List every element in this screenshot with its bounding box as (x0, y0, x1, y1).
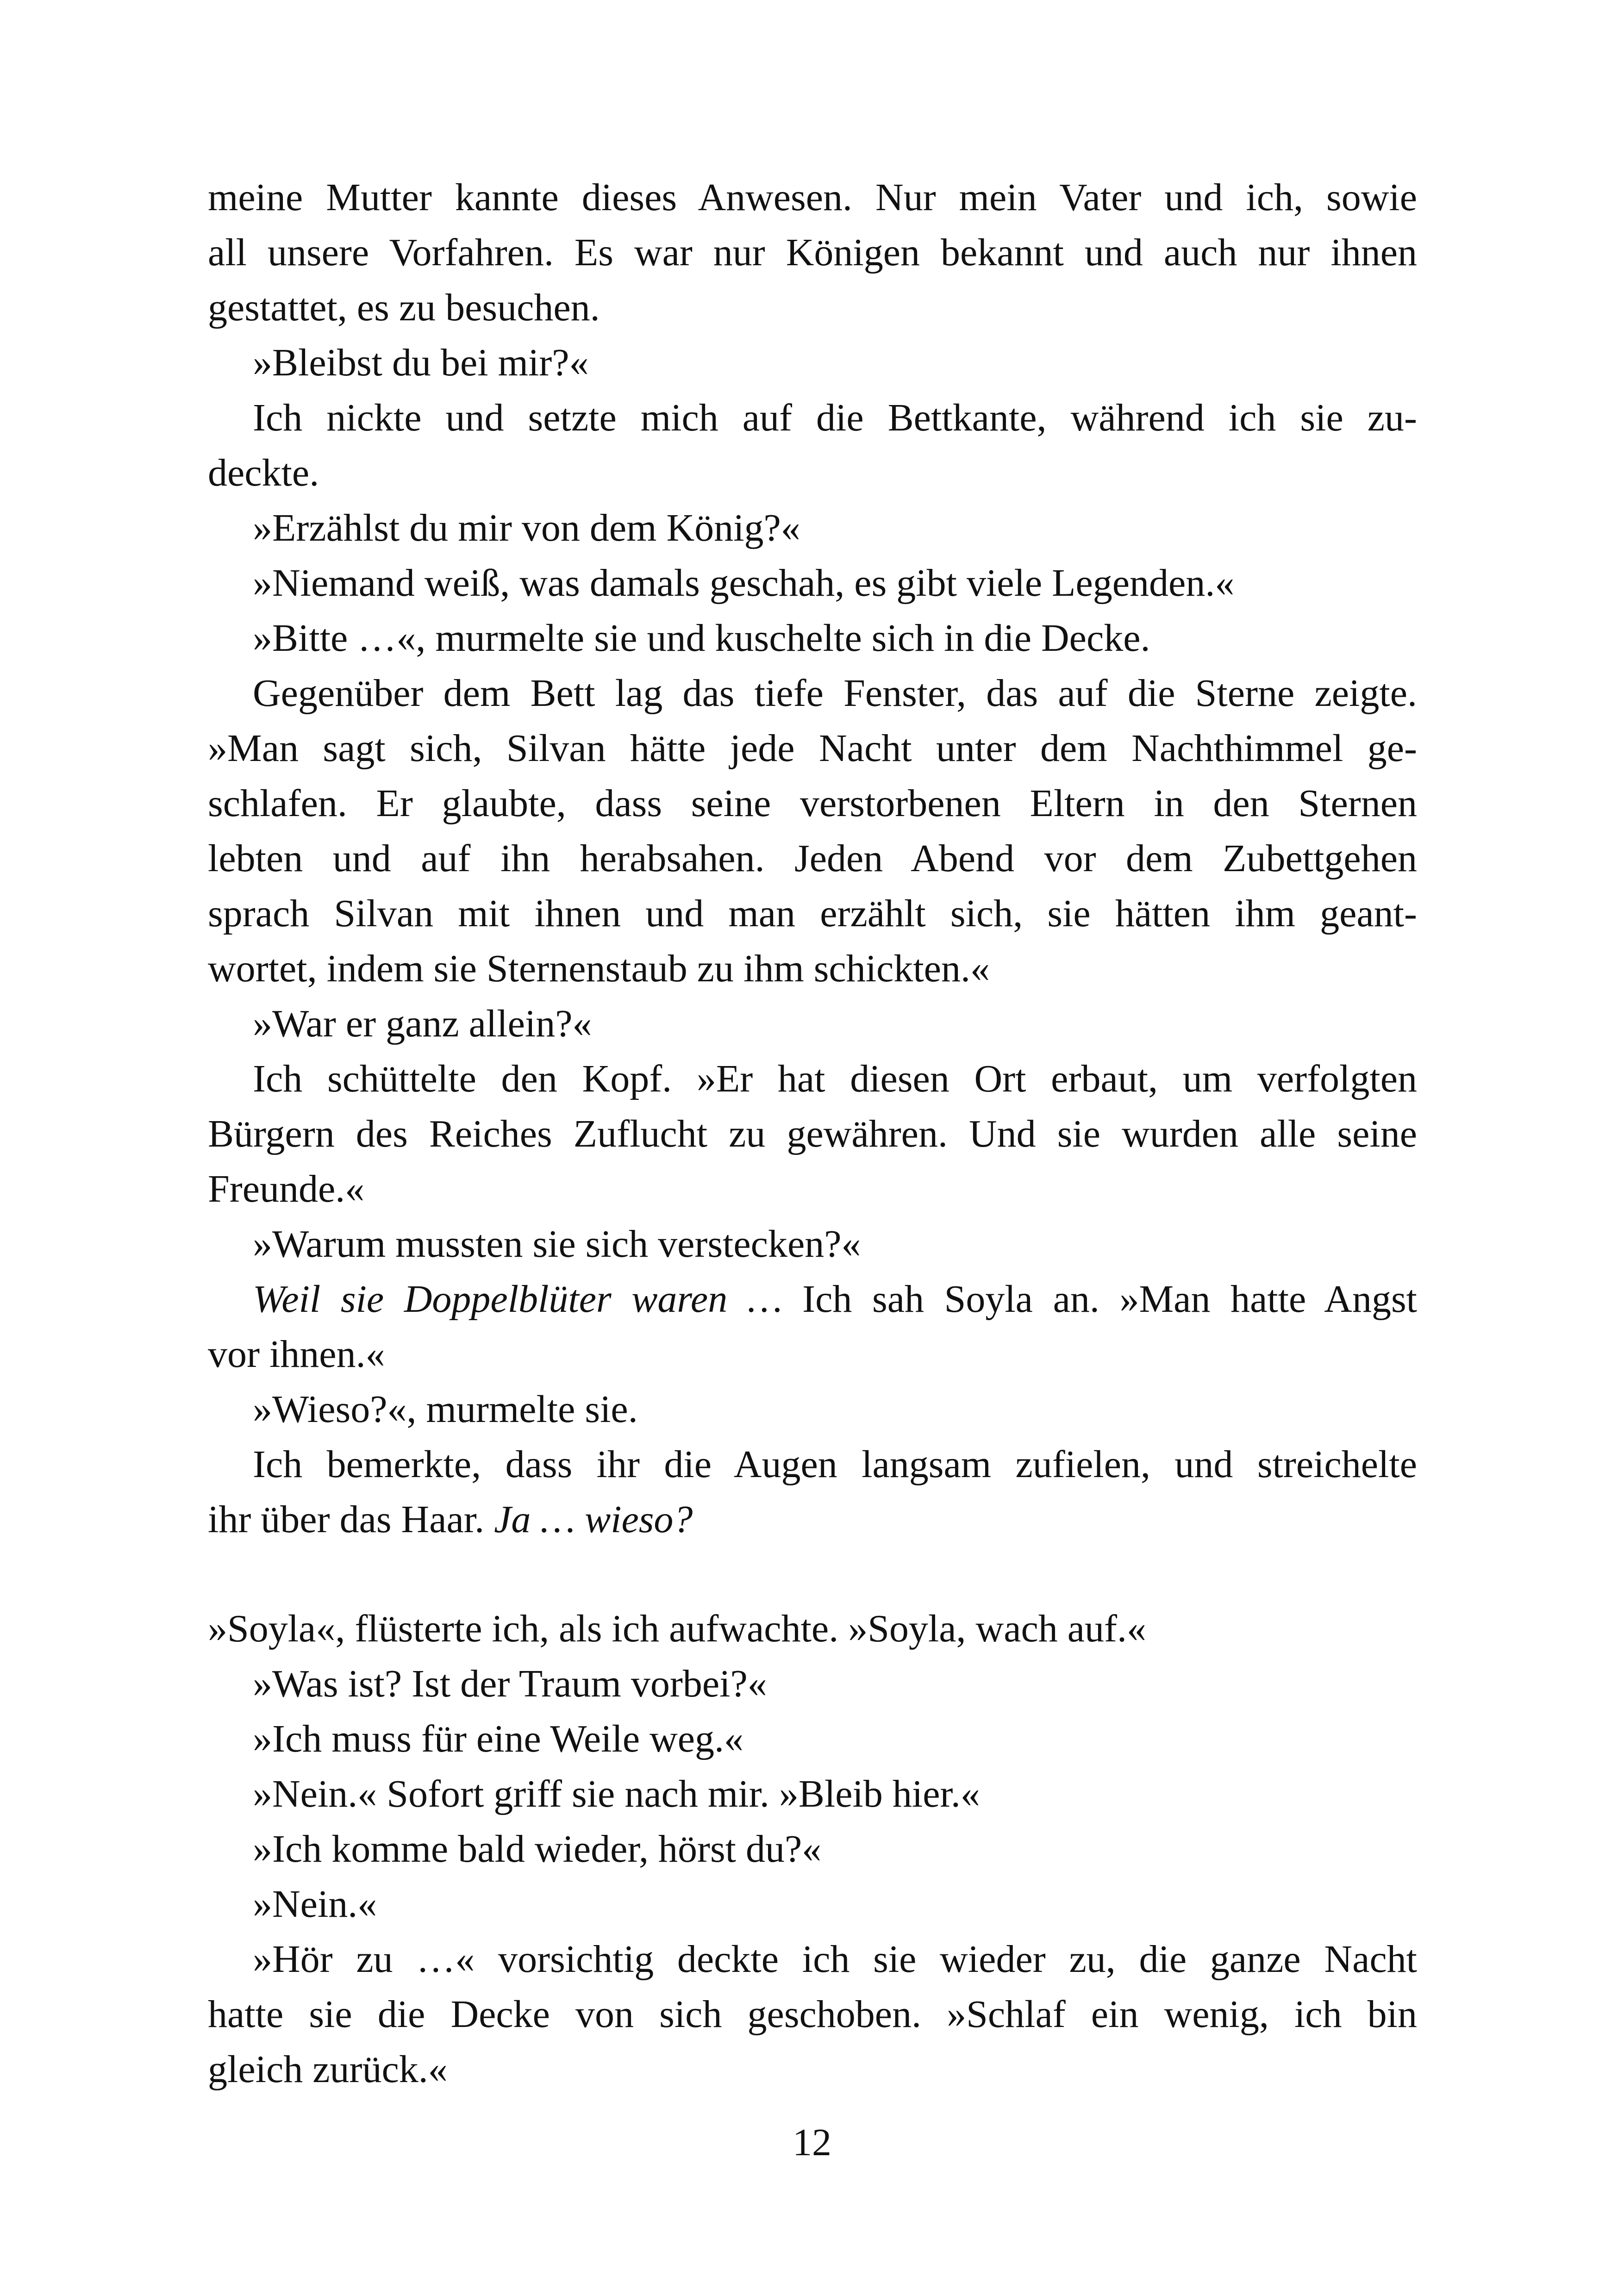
text-line: sprach Silvan mit ihnen und man erzählt sich, sie hätten ihm geant- (208, 892, 1417, 935)
text-line: »Man sagt sich, Silvan hätte jede Nacht unter dem Nachthimmel ge- (208, 727, 1417, 770)
text-line (208, 1492, 1417, 1547)
text-run: ihr über das Haar. (208, 1498, 494, 1541)
text-line: »Bitte …«, murmelte sie und kuschelte sich in die Decke. (253, 617, 1150, 660)
text-line: »Ich muss für eine Weile weg.« (253, 1717, 744, 1760)
text-line: deckte. (208, 451, 319, 494)
text-line: »Ich komme bald wieder, hörst du?« (253, 1827, 822, 1871)
text-line: wortet, indem sie Sternenstaub zu ihm schickten.« (208, 947, 990, 990)
text-line: Ich nickte und setzte mich auf die Bettkante, während ich sie zu- (253, 396, 1417, 439)
text-line: meine Mutter kannte dieses Anwesen. Nur mein Vater und ich, sowie (208, 176, 1417, 219)
text-line: vor ihnen.« (208, 1333, 385, 1376)
text-line: »Soyla«, flüsterte ich, als ich aufwachte. »Soyla, wach auf.« (208, 1607, 1147, 1650)
text-line: »Hör zu …« vorsichtig deckte ich sie wieder zu, die ganze Nacht (253, 1938, 1417, 1981)
italic-thought: Ja … wieso? (494, 1498, 693, 1541)
text-line: Bürgern des Reiches Zuflucht zu gewähren. Und sie wurden alle seine (208, 1112, 1417, 1155)
text-line: all unsere Vorfahren. Es war nur Königen bekannt und auch nur ihnen (208, 231, 1417, 274)
text-line: Ich bemerkte, dass ihr die Augen langsam zufielen, und streichelte (253, 1443, 1417, 1486)
text-line: Gegenüber dem Bett lag das tiefe Fenster, das auf die Sterne zeigte. (253, 672, 1417, 715)
text-line (253, 1272, 1417, 1327)
text-line: »War er ganz allein?« (253, 1002, 592, 1045)
italic-thought: Weil sie Doppelblüter waren … (253, 1278, 782, 1321)
text-line: Ich schüttelte den Kopf. »Er hat diesen Ort erbaut, um verfolgten (253, 1057, 1417, 1100)
text-line: gleich zurück.« (208, 2048, 448, 2091)
text-line: »Warum mussten sie sich verstecken?« (253, 1222, 861, 1266)
text-line: »Niemand weiß, was damals geschah, es gibt viele Legenden.« (253, 561, 1235, 605)
text-line: hatte sie die Decke von sich geschoben. »Schlaf ein wenig, ich bin (208, 1993, 1417, 2036)
text-line: lebten und auf ihn herabsahen. Jeden Abend vor dem Zubettgehen (208, 837, 1417, 880)
text-line: Freunde.« (208, 1167, 365, 1210)
text-run: Ich sah Soyla an. »Man hatte Angst (782, 1278, 1417, 1321)
page-number: 12 (793, 2121, 831, 2164)
text-line: »Wieso?«, murmelte sie. (253, 1388, 638, 1431)
text-line: »Erzählst du mir von dem König?« (253, 506, 800, 549)
text-line: gestattet, es zu besuchen. (208, 286, 600, 329)
text-line: »Nein.« Sofort griff sie nach mir. »Bleib hier.« (253, 1772, 980, 1815)
text-line: »Bleibst du bei mir?« (253, 341, 589, 384)
text-line: schlafen. Er glaubte, dass seine verstorbenen Eltern in den Sternen (208, 782, 1417, 825)
text-line: »Was ist? Ist der Traum vorbei?« (253, 1662, 767, 1705)
text-line: »Nein.« (253, 1883, 377, 1926)
